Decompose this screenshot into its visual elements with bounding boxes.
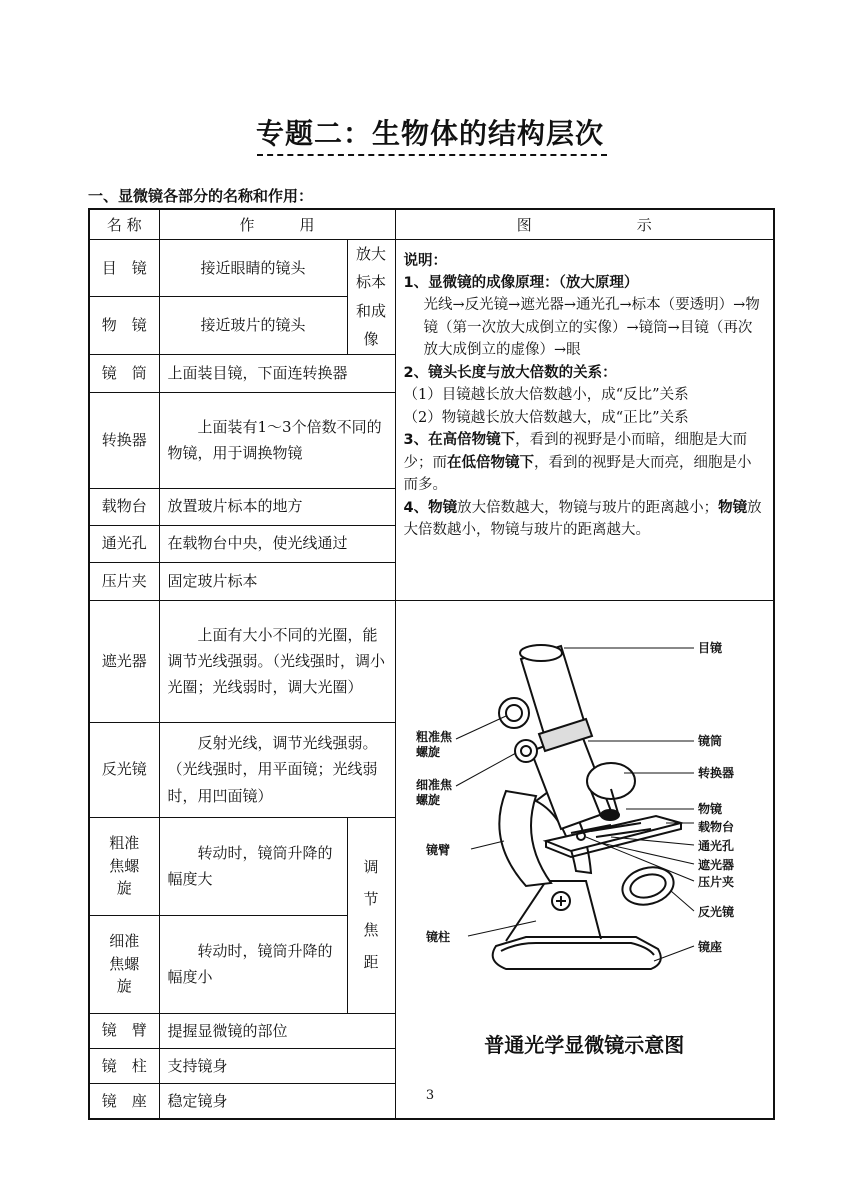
row-name-objective: 物 镜 (89, 297, 159, 355)
row-desc-coarse: 转动时，镜筒升降的幅度大 (159, 817, 347, 915)
label-eyepiece: 目镜 (697, 640, 722, 655)
row-desc-mirror: 反射光线，调节光线强弱。（光线强时，用平面镜；光线弱时，用凹面镜） (159, 722, 395, 817)
row-name-arm: 镜 臂 (89, 1013, 159, 1048)
label-clip: 压片夹 (697, 874, 734, 889)
row-desc-base: 稳定镜身 (159, 1084, 395, 1120)
row-name-base: 镜 座 (89, 1084, 159, 1120)
explanation-p1-text: 光线→反光镜→遮光器→通光孔→标本（要透明）→物镜（第一次放大成倒立的实像）→镜筒→目镜（再次放大成倒立的虚像）→眼 (423, 297, 760, 359)
row-name-diaphragm: 遮光器 (89, 600, 159, 722)
section-heading: 一、显微镜各部分的名称和作用： (88, 187, 314, 205)
focus-note: 调节焦距 (347, 817, 395, 1013)
label-pillar: 镜柱 (425, 929, 450, 944)
label-objective: 物镜 (697, 801, 722, 816)
diagram-cell (395, 600, 774, 1119)
explanation-heading: 说明： (403, 252, 448, 269)
row-desc-stage: 放置玻片标本的地方 (159, 488, 395, 525)
label-mirror: 反光镜 (697, 904, 734, 919)
row-desc-fine: 转动时，镜筒升降的幅度小 (159, 915, 347, 1013)
header-function: 作 用 (159, 209, 395, 239)
row-desc-objective: 接近玻片的镜头 (159, 297, 347, 355)
label-converter: 转换器 (697, 765, 734, 780)
label-tube: 镜筒 (697, 733, 722, 748)
header-diagram: 图 示 (395, 209, 774, 239)
row-name-coarse: 粗准焦螺 旋 (89, 817, 159, 915)
explanation-p3: 3、在高倍物镜下，看到的视野是小而暗，细胞是大而少；而在低倍物镜下，看到的视野是大而亮，细胞是小而多。 (403, 432, 752, 494)
microscope-diagram (396, 601, 773, 1019)
row-name-stage: 载物台 (89, 488, 159, 525)
label-base: 镜座 (697, 939, 722, 954)
row-name-tube: 镜 筒 (89, 354, 159, 392)
row-desc-diaphragm: 上面有大小不同的光圈，能调节光线强弱。（光线强时，调小光圈；光线弱时，调大光圈） (159, 600, 395, 722)
row-name-fine: 细准焦螺 旋 (89, 915, 159, 1013)
header-name: 名 称 (89, 209, 159, 239)
row-name-pillar: 镜 柱 (89, 1048, 159, 1083)
page-title: 专题二：生物体的结构层次 (255, 117, 604, 150)
row-desc-eyepiece: 接近眼睛的镜头 (159, 239, 347, 297)
row-desc-tube: 上面装目镜，下面连转换器 (159, 354, 395, 392)
label-aperture: 通光孔 (697, 838, 734, 853)
magnify-note: 放大标本和成像 (347, 239, 395, 354)
row-name-mirror: 反光镜 (89, 722, 159, 817)
label-stage: 载物台 (697, 819, 734, 834)
row-name-aperture: 通光孔 (89, 525, 159, 562)
row-desc-clip: 固定玻片标本 (159, 562, 395, 600)
label-fine-2: 螺旋 (415, 792, 440, 807)
label-coarse-1: 粗准焦 (415, 729, 452, 744)
row-desc-converter: 上面装有1～3个倍数不同的物镜，用于调换物镜 (159, 392, 395, 488)
row-name-clip: 压片夹 (89, 562, 159, 600)
explanation-cell (395, 239, 774, 600)
microscope-mirror-icon (618, 861, 678, 909)
label-arm: 镜臂 (425, 842, 450, 857)
row-name-eyepiece: 目 镜 (89, 239, 159, 297)
diagram-caption: 普通光学显微镜示意图 (484, 1032, 685, 1057)
label-coarse-2: 螺旋 (415, 744, 440, 759)
microscope-table (88, 208, 775, 1120)
focus-knob-icons (499, 698, 537, 762)
explanation-p2-b: （2）物镜越长放大倍数越大，成“正比”关系 (403, 409, 689, 426)
row-desc-pillar: 支持镜身 (159, 1048, 395, 1083)
explanation-p4: 4、物镜放大倍数越大，物镜与玻片的距离越小；物镜放大倍数越小，物镜与玻片的距离越大。 (403, 499, 762, 539)
explanation-p1-title: 1、显微镜的成像原理：（放大原理） (403, 274, 639, 291)
page-number: 3 (425, 1088, 435, 1103)
row-desc-arm: 提握显微镜的部位 (159, 1013, 395, 1048)
label-diaphragm: 遮光器 (697, 857, 734, 872)
explanation-p2-a: （1）目镜越长放大倍数越小，成“反比”关系 (403, 387, 689, 404)
row-desc-aperture: 在载物台中央，使光线通过 (159, 525, 395, 562)
row-name-converter: 转换器 (89, 392, 159, 488)
explanation-p2-title: 2、镜头长度与放大倍数的关系： (403, 364, 617, 381)
label-fine-1: 细准焦 (415, 777, 452, 792)
title-underline (257, 154, 607, 156)
